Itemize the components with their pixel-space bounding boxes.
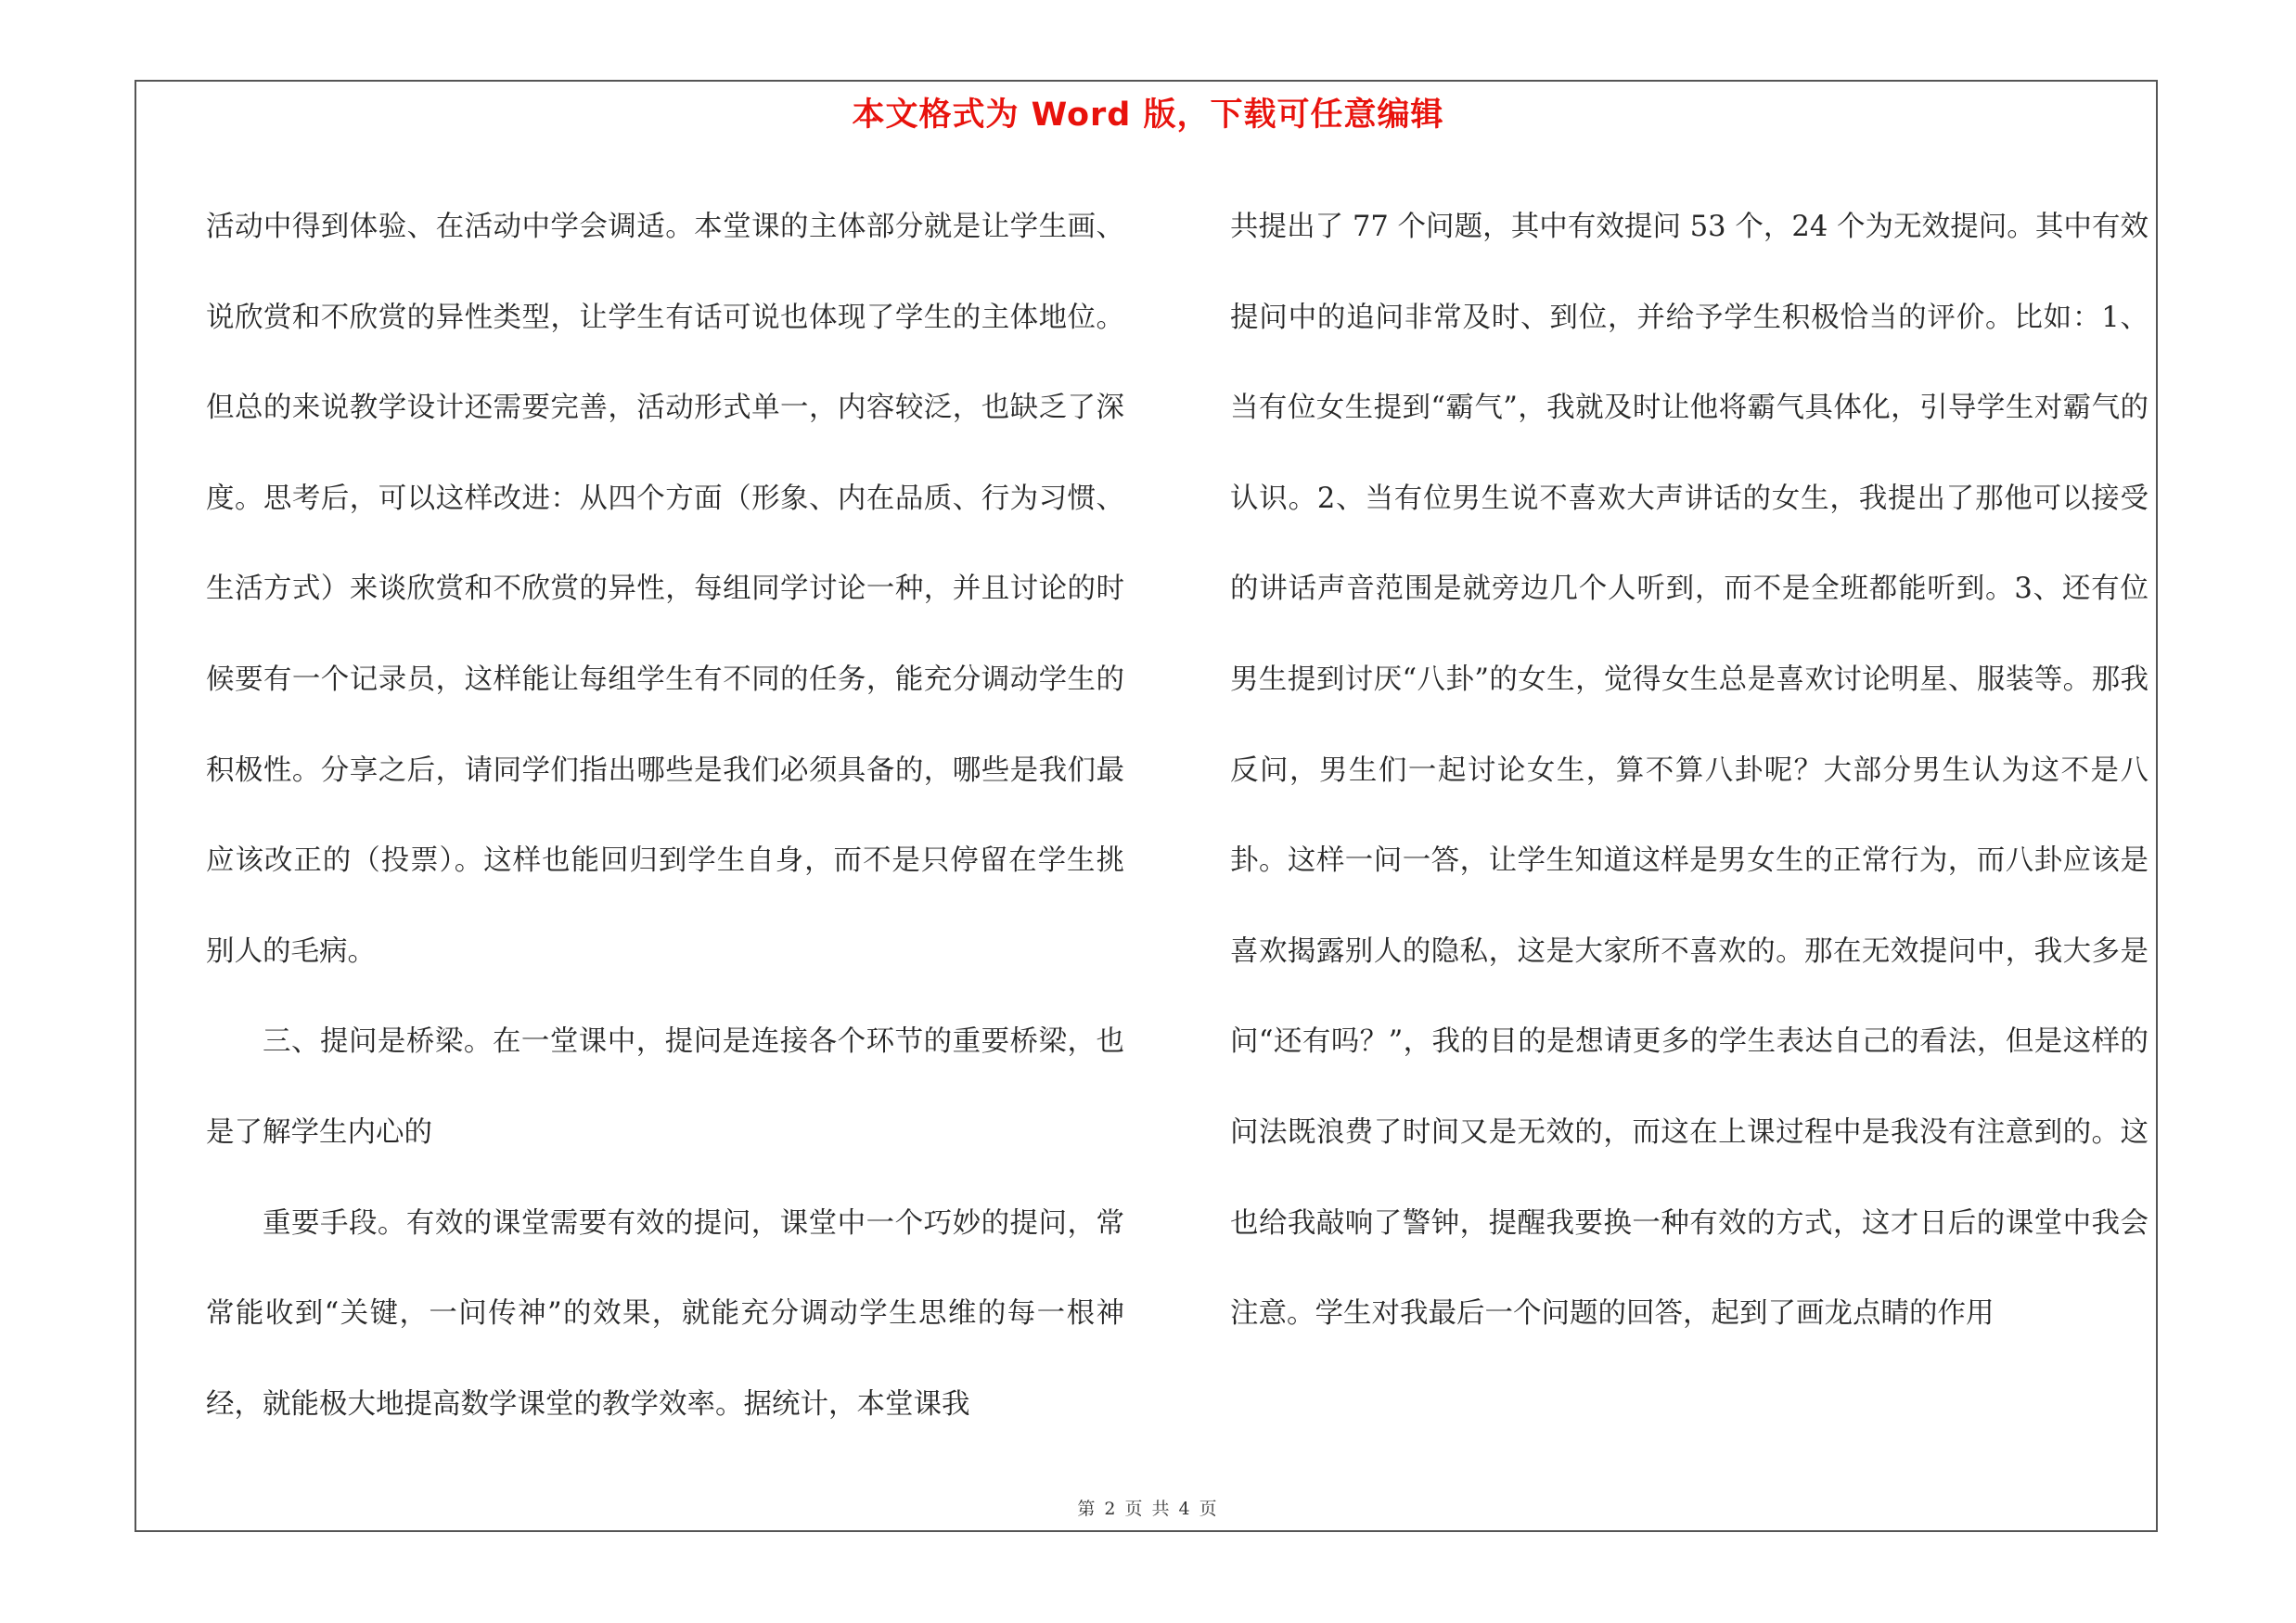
format-banner: 本文格式为 Word 版，下载可任意编辑 [852,97,1444,134]
body-paragraph: 共提出了 77 个问题，其中有效提问 53 个，24 个为无效提问。其中有效提问中的追问非常及时、到位，并给予学生积极恰当的评价。比如：1、当有位女生提到“霸气”，我就及时让他将霸气具体化，引导学生对霸气的认识。2、当有位男生说不喜欢大声讲话的女生，我提出了那他可以接受的讲话声音范围是就旁边几个人听到，而不是全班都能听到。3、还有位男生提到讨厌“八卦”的女生，觉得女生总是喜欢讨论明星、服装等。那我反问，男生们一起讨论女生，算不算八卦呢？大部分男生认为这不是八卦。这样一问一答，让学生知道这样是男女生的正常行为，而八卦应该是喜欢揭露别人的隐私，这是大家所不喜欢的。那在无效提问中，我大多是问“还有吗？”，我的目的是想请更多的学生表达自己的看法，但是这样的问法既浪费了时间又是无效的，而这在上课过程中是我没有注意到的。这也给我敲响了警钟，提醒我要换一种有效的方式，这才日后的课堂中我会注意。学生对我最后一个问题的回答，起到了画龙点睛的作用 [1230,211,2148,1331]
body-paragraph: 活动中得到体验、在活动中学会调适。本堂课的主体部分就是让学生画、说欣赏和不欣赏的异性类型，让学生有话可说也体现了学生的主体地位。但总的来说教学设计还需要完善，活动形式单一，内容较泛，也缺乏了深度。思考后，可以这样改进：从四个方面（形象、内在品质、行为习惯、生活方式）来谈欣赏和不欣赏的异性，每组同学讨论一种，并且讨论的时候要有一个记录员，这样能让每组学生有不同的任务，能充分调动学生的积极性。分享之后，请同学们指出哪些是我们必须具备的，哪些是我们最应该改正的（投票）。这样也能回归到学生自身，而不是只停留在学生挑别人的毛病。 [206,211,1124,968]
page-number-footer: 第 2 页 共 4 页 [1077,1499,1219,1519]
left-text-column [206,182,1124,1449]
right-text-column [1230,182,2148,1359]
section-three-paragraph: 三、提问是桥梁。在一堂课中，提问是连接各个环节的重要桥梁，也是了解学生内心的 [206,1025,1124,1149]
body-paragraph: 重要手段。有效的课堂需要有效的提问，课堂中一个巧妙的提问，常常能收到“关键，一问传神”的效果，就能充分调动学生思维的每一根神经，就能极大地提高数学课堂的教学效率。据统计，本堂课我 [206,1206,1124,1421]
